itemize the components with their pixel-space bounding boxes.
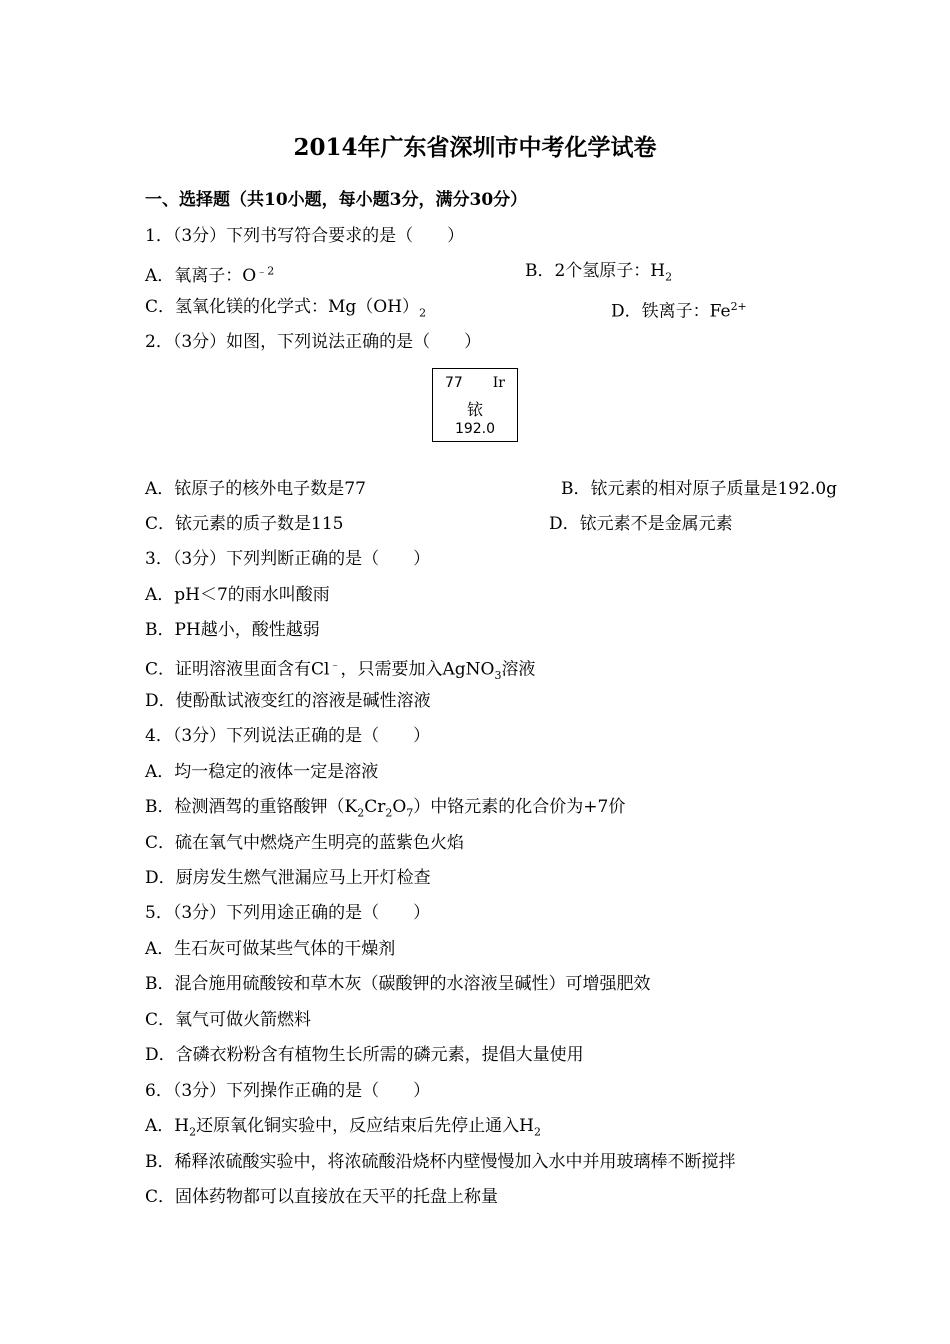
option-d: D．含磷衣粉粉含有植物生长所需的磷元素，提倡大量使用: [145, 1045, 584, 1065]
option-a: A．$H_2$还原氧化铜实验中，反应结束后先停止通入$H_2$: [145, 1116, 541, 1139]
option-c: C．证明溶液里面含有Cl﹣，只需要加入AgNO$_3$溶液: [145, 658, 536, 683]
element-symbol: Ir: [492, 375, 505, 391]
option-b: B．稀释浓硫酸实验中，将浓硫酸沿烧杯内壁慢慢加入水中并用玻璃棒不断搅拌: [145, 1152, 736, 1172]
option-b: B．2个氢原子：$H_2$: [525, 261, 673, 284]
question-2-stem: 2．（3分）如图，下列说法正确的是（ ）: [145, 332, 482, 352]
option-c: C．铱元素的质子数是115: [145, 514, 344, 534]
option-d: D．使酚酞试液变红的溶液是碱性溶液: [145, 691, 431, 711]
option-d: D．铁离子：$Fe^{2+}$: [611, 300, 747, 322]
question-2-options-cd: [145, 512, 845, 536]
option-b: B．PH越小，酸性越弱: [145, 620, 320, 640]
page-title: 2014年广东省深圳市中考化学试卷: [293, 134, 657, 161]
option-c: C．氢氧化镁的化学式：$Mg(OH)_2$: [145, 297, 427, 320]
option-d: D．铱元素不是金属元素: [549, 514, 733, 534]
option-b: B．铱元素的相对原子质量是192.0g: [561, 479, 838, 499]
question-6-stem: 6．（3分）下列操作正确的是（ ）: [145, 1081, 431, 1101]
question-3-stem: 3．（3分）下列判断正确的是（ ）: [145, 549, 431, 569]
question-1-options-ab: [145, 259, 845, 288]
option-c: C．硫在氧气中燃烧产生明亮的蓝紫色火焰: [145, 833, 465, 853]
option-b: B．混合施用硫酸铵和草木灰（碳酸钾的水溶液呈碱性）可增强肥效: [145, 974, 651, 994]
option-b: B．检测酒驾的重铬酸钾$(K_2Cr_2O_7)$中铬元素的化合价为+7价: [145, 797, 626, 820]
atomic-number: 77: [445, 375, 463, 391]
option-c: C．固体药物都可以直接放在天平的托盘上称量: [145, 1187, 499, 1207]
question-1-options-cd: [145, 295, 845, 325]
option-a: A．生石灰可做某些气体的干燥剂: [145, 939, 396, 959]
section-heading: 一、选择题（共10小题，每小题3分，满分30分）: [145, 190, 528, 210]
question-1-stem: 1．（3分）下列书写符合要求的是（ ）: [145, 226, 465, 246]
option-c: C．氧气可做火箭燃料: [145, 1010, 312, 1030]
option-d: D．厨房发生燃气泄漏应马上开灯检查: [145, 868, 431, 888]
question-2-options-ab: [145, 477, 845, 501]
atomic-mass: 192.0: [454, 421, 496, 437]
question-4-stem: 4．（3分）下列说法正确的是（ ）: [145, 726, 431, 746]
option-a: A．均一稳定的液体一定是溶液: [145, 762, 379, 782]
option-a: A．pH＜7的雨水叫酸雨: [145, 585, 330, 605]
question-5-stem: 5．（3分）下列用途正确的是（ ）: [145, 903, 431, 923]
element-tile: [432, 368, 518, 442]
element-name: 铱: [466, 400, 483, 419]
option-a: A．氧离子：$O^{﹣2}$: [145, 264, 275, 286]
option-a: A．铱原子的核外电子数是77: [145, 479, 366, 499]
